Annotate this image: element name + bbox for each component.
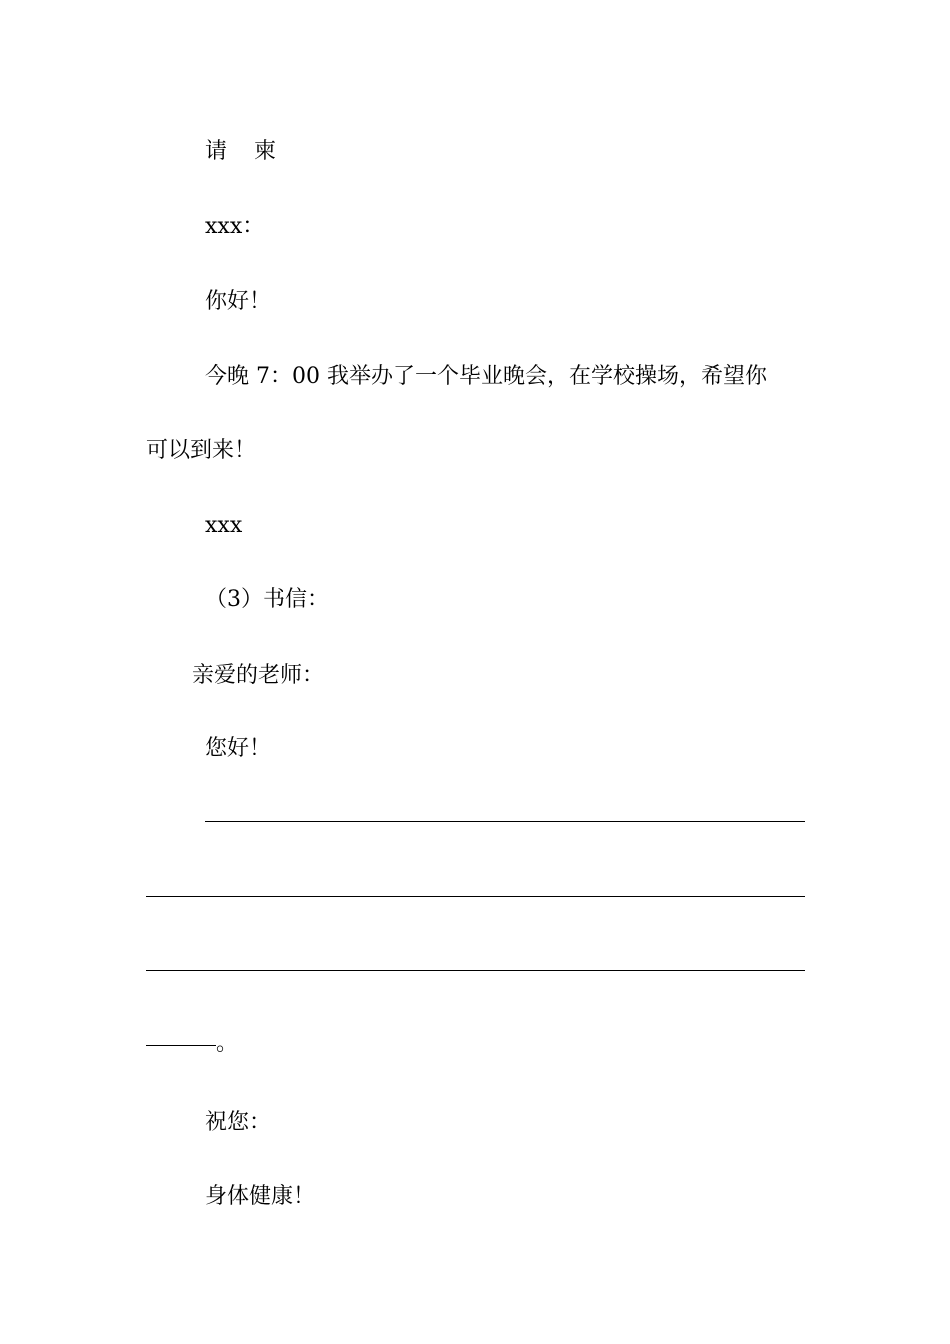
blank-end-mark: 。 (216, 1031, 239, 1056)
invitation-body-line1: 今晚 7：00 我举办了一个毕业晚会，在学校操场，希望你 (205, 364, 767, 389)
invitation-signature: xxx (205, 513, 243, 538)
letter-section-label: （3）书信： (205, 587, 329, 612)
blank-line-3 (146, 970, 805, 971)
invitation-greeting: 你好！ (205, 289, 272, 314)
blank-line-1 (205, 821, 805, 822)
invitation-title: 请 柬 (205, 139, 286, 164)
invitation-body-line2: 可以到来！ (146, 438, 257, 463)
letter-closing-1: 祝您： (205, 1110, 272, 1135)
blank-line-2 (146, 896, 805, 897)
invitation-recipient: xxx： (205, 214, 265, 239)
letter-greeting: 您好！ (205, 736, 272, 761)
blank-line-4 (146, 1045, 216, 1046)
letter-salutation: 亲爱的老师： (192, 663, 325, 688)
letter-closing-2: 身体健康！ (205, 1184, 316, 1209)
